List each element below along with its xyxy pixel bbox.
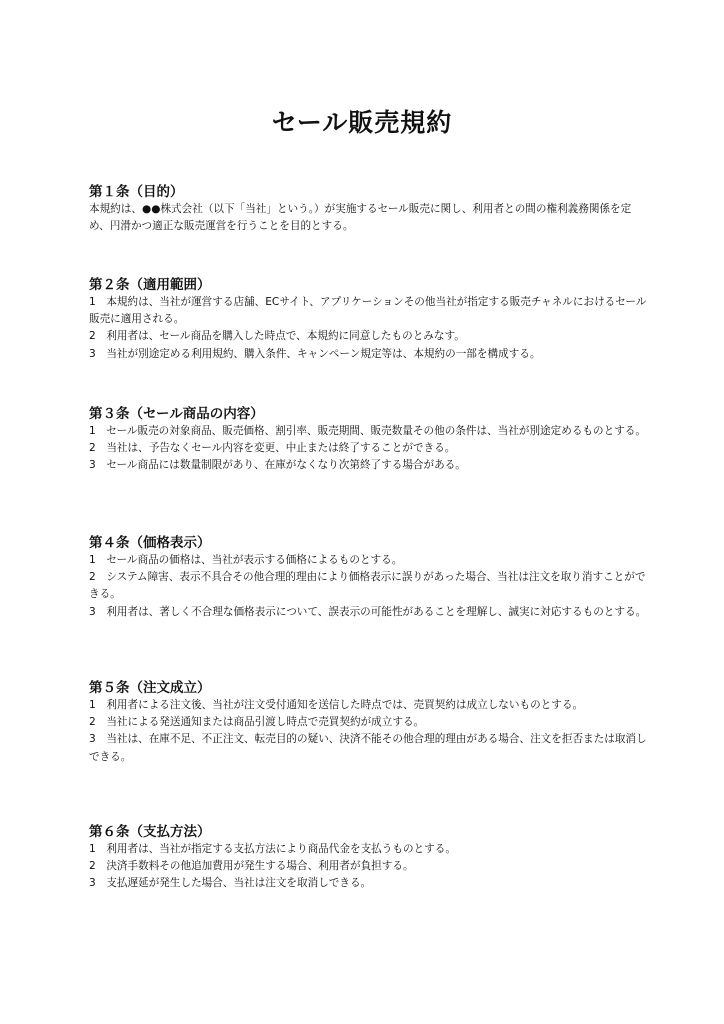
article-heading: 第６条（支払方法） [89, 824, 211, 840]
article-4 [89, 534, 649, 621]
article-item: 1 利用者による注文後、当社が注文受付通知を送信した時点では、売買契約は成立しないものとする。 [89, 699, 584, 711]
article-item: 2 決済手数料その他追加費用が発生する場合、利用者が負担する。 [89, 860, 414, 873]
article-heading: 第５条（注文成立） [89, 680, 211, 696]
article-item: 3 当社が別途定める利用規約、購入条件、キャンペーン規定等は、本規約の一部を構成する。 [89, 347, 541, 360]
article-item: 3 セール商品には数量制限があり、在庫がなくなり次第終了する場合がある。 [89, 459, 466, 472]
article-1 [89, 183, 649, 235]
article-item: 3 当社は、在庫不足、不正注文、転売目的の疑い、決済不能その他合理的理由がある場合、注文を拒否または取消しできる。 [89, 733, 647, 763]
article-6 [89, 823, 649, 893]
article-heading: 第３条（セール商品の内容） [89, 406, 264, 422]
article-2 [89, 276, 649, 363]
article-item: 2 利用者は、セール商品を購入した時点で、本規約に同意したものとみなす。 [89, 330, 465, 343]
article-item: 2 システム障害、表示不具合その他合理的理由により価格表示に誤りがあった場合、当社は注文を取り消すことができる。 [89, 571, 646, 601]
article-item: 3 利用者は、著しく不合理な価格表示について、誤表示の可能性があることを理解し、誠実に対応するものとする。 [89, 605, 647, 618]
document-title: セール販売規約 [271, 108, 453, 137]
article-item: 1 利用者は、当社が指定する支払方法により商品代金を支払うものとする。 [89, 843, 456, 855]
article-3 [89, 405, 649, 475]
article-heading: 第１条（目的） [89, 184, 184, 200]
article-heading: 第２条（適用範囲） [89, 277, 211, 293]
article-item: 1 本規約は、当社が運営する店舗、ECサイト、アプリケーションその他当社が指定する販売チャネルにおけるセール販売に適用される。 [89, 296, 647, 326]
article-item: 2 当社による発送通知または商品引渡し時点で売買契約が成立する。 [89, 716, 425, 729]
article-item: 3 支払遅延が発生した場合、当社は注文を取消しできる。 [89, 877, 372, 890]
article-heading: 第４条（価格表示） [89, 535, 211, 551]
article-item: 1 セール販売の対象商品、販売価格、割引率、販売期間、販売数量その他の条件は、当社が別途定めるものとする。 [89, 425, 646, 437]
article-5 [89, 679, 649, 766]
article-item: 2 当社は、予告なくセール内容を変更、中止または終了することができる。 [89, 442, 456, 455]
article-paragraph: 本規約は、●●株式会社（以下「当社」という。）が実施するセール販売に関し、利用者との間の権利義務関係を定め、円滑かつ適正な販売運営を行うことを目的とする。 [89, 203, 632, 233]
article-item: 1 セール商品の価格は、当社が表示する価格によるものとする。 [89, 554, 403, 566]
